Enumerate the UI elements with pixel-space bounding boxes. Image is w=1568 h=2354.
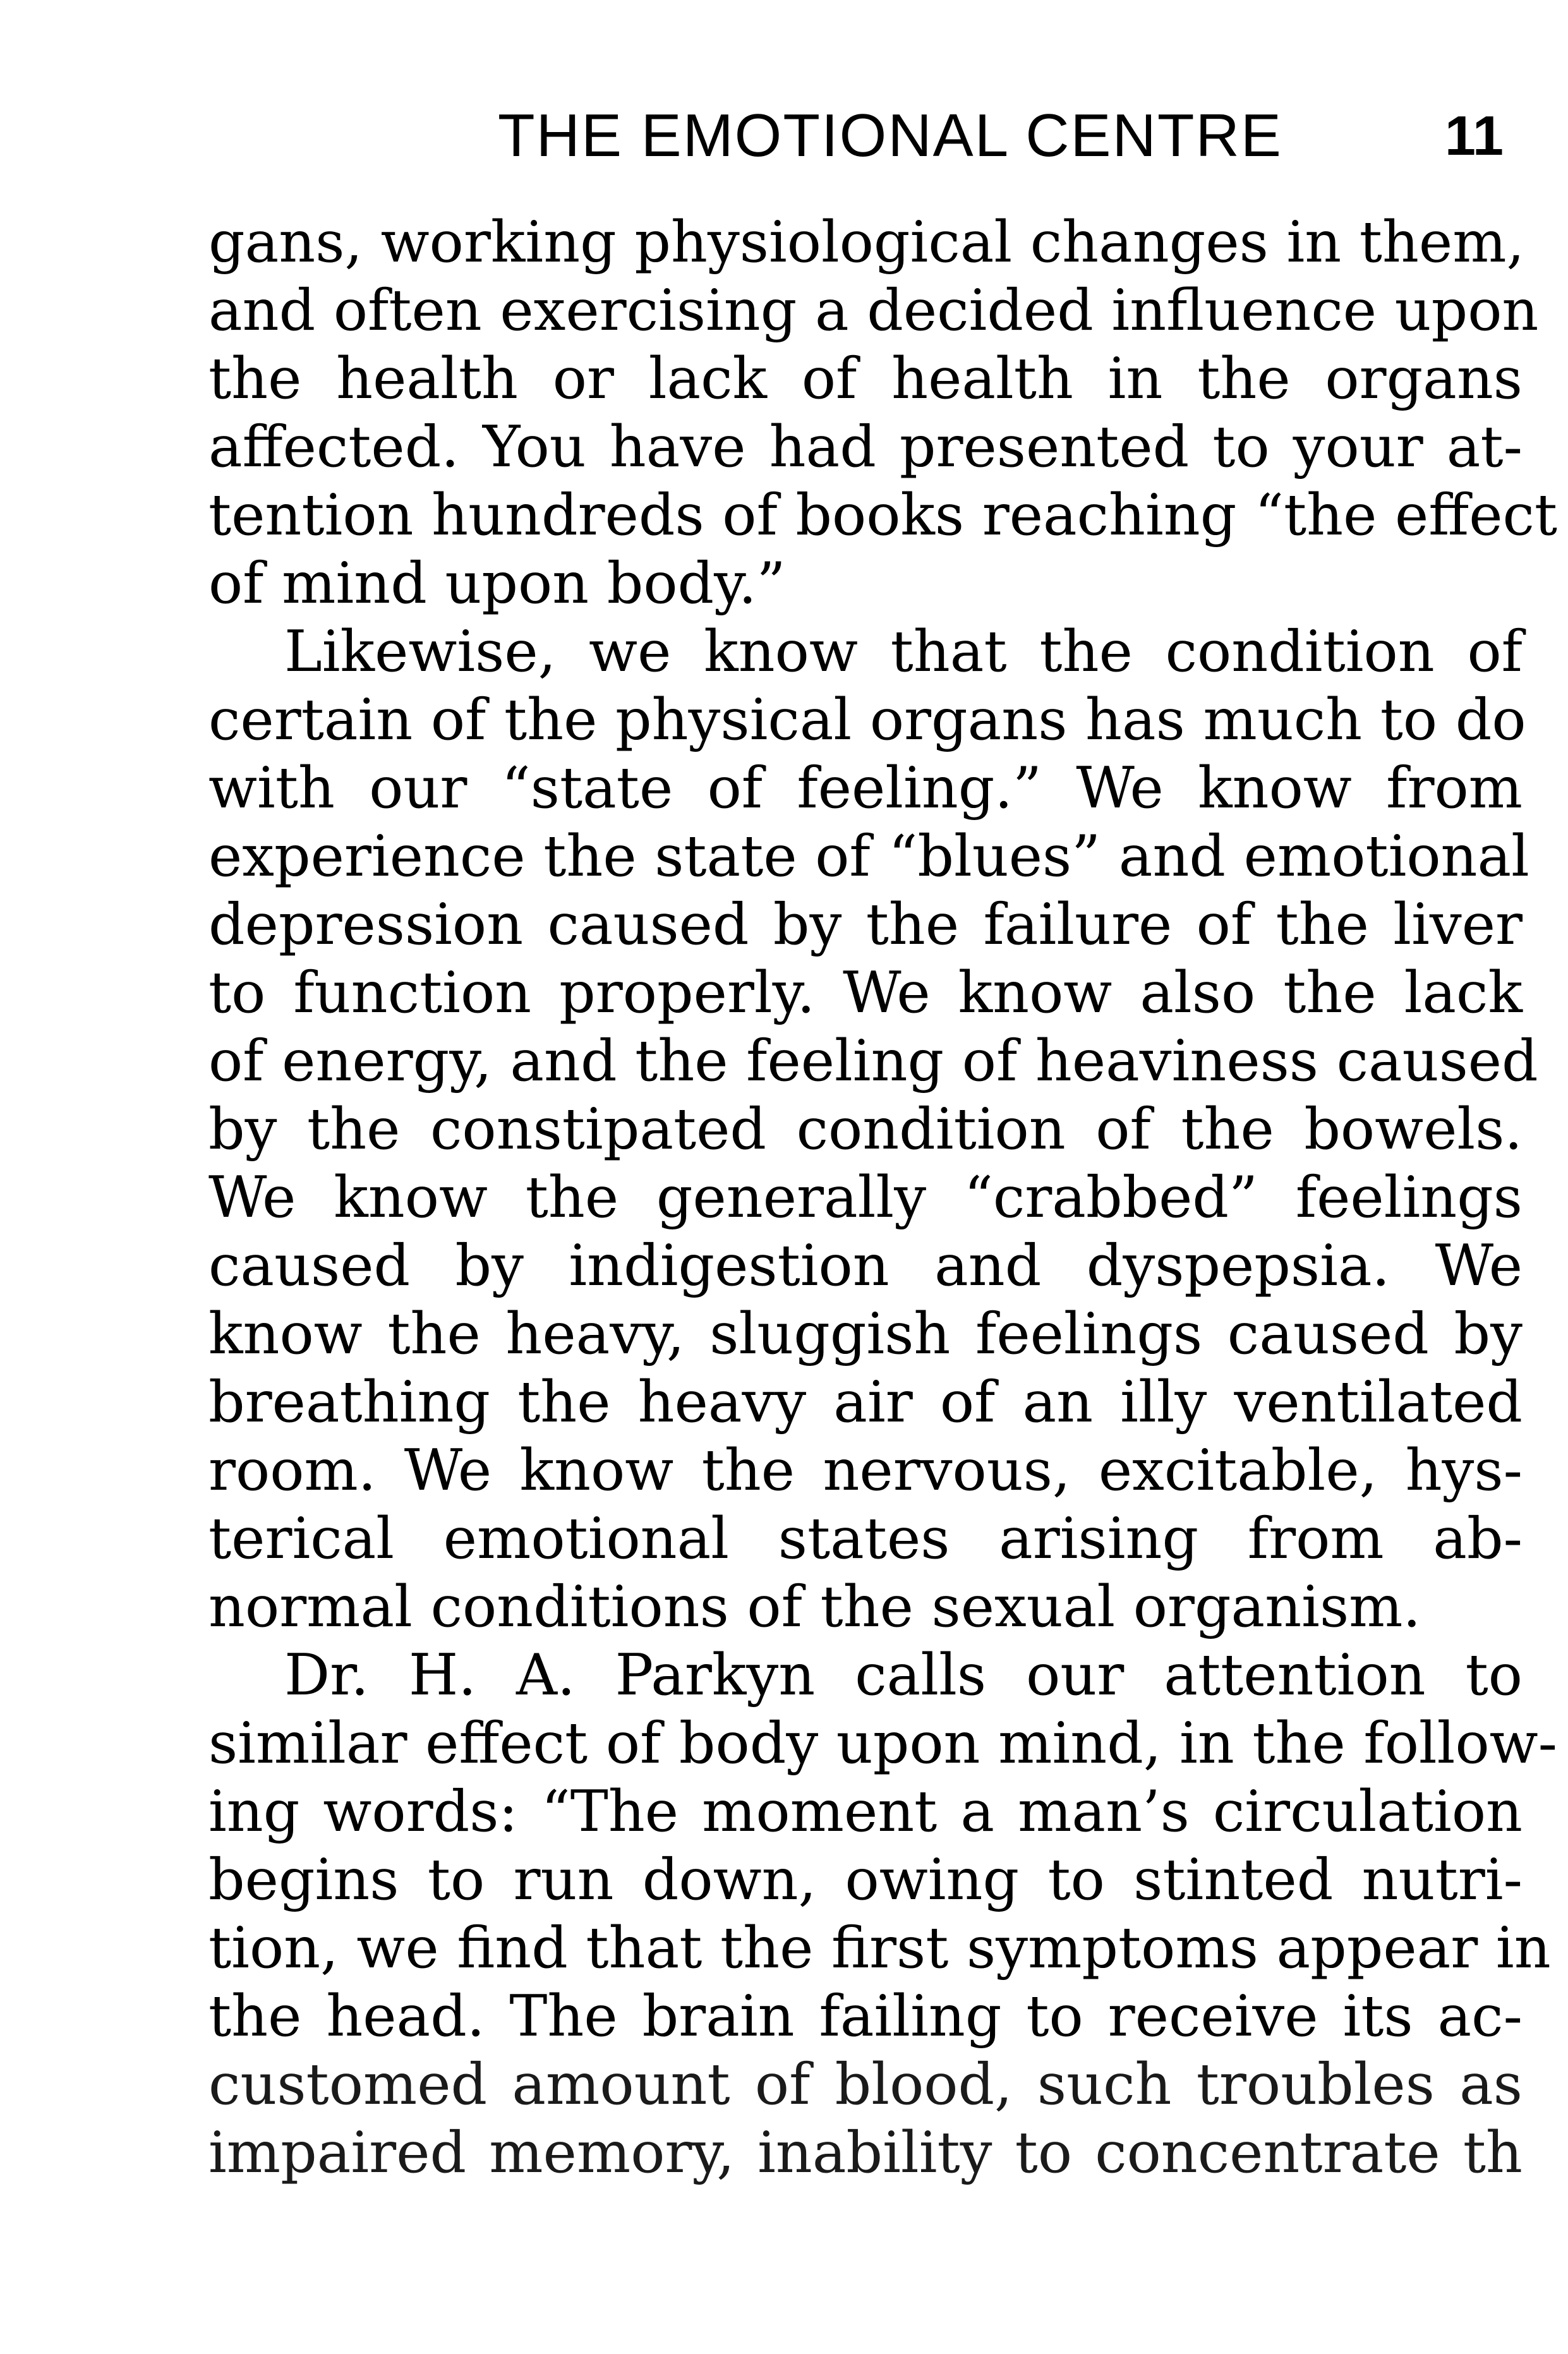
- text-line: Dr. H. A. Parkyn calls our attention to: [284, 1642, 1523, 1708]
- text-line: know the heavy, sluggish feelings caused by: [208, 1301, 1523, 1367]
- text-line: gans, working physiological changes in them,: [208, 209, 1525, 275]
- text-line: terical emotional states arising from ab-: [208, 1506, 1523, 1572]
- text-line: tion, we find that the first symptoms appear in: [208, 1915, 1551, 1981]
- text-line: the health or lack of health in the organs: [208, 346, 1523, 412]
- text-line: experience the state of “blues” and emotional: [208, 823, 1529, 890]
- text-line: caused by indigestion and dyspepsia. We: [208, 1233, 1523, 1299]
- text-line: breathing the heavy air of an illy ventilated: [208, 1369, 1523, 1435]
- paragraph-2: [208, 618, 1538, 1641]
- text-line: affected. You have had presented to your at-: [208, 414, 1523, 480]
- text-line: depression caused by the failure of the liver: [208, 891, 1523, 958]
- text-line: to function properly. We know also the lack: [208, 960, 1523, 1026]
- text-line: begins to run down, owing to stinted nutri-: [208, 1847, 1523, 1913]
- text-line: with our “state of feeling.” We know from: [208, 755, 1523, 821]
- text-line: the head. The brain failing to receive its ac-: [208, 1983, 1523, 2049]
- paragraph-1: [208, 208, 1558, 618]
- text-line: tention hundreds of books reaching “the effect: [208, 482, 1558, 548]
- text-line: certain of the physical organs has much to do: [208, 687, 1526, 753]
- page-number: 11: [1444, 104, 1504, 167]
- text-line: impaired memory, inability to concentrate th: [208, 2120, 1523, 2186]
- text-line: normal conditions of the sexual organism.: [208, 1574, 1421, 1640]
- body-text: [208, 208, 1558, 2187]
- text-line: by the constipated condition of the bowels.: [208, 1096, 1523, 1162]
- text-line: room. We know the nervous, excitable, hys-: [208, 1437, 1523, 1504]
- text-line: Likewise, we know that the condition of: [284, 619, 1523, 685]
- text-line: We know the generally “crabbed” feelings: [208, 1164, 1523, 1231]
- running-header: [190, 95, 1523, 177]
- text-line: similar effect of body upon mind, in the follow-: [208, 1710, 1558, 1777]
- text-line: customed amount of blood, such troubles as: [208, 2051, 1523, 2118]
- text-line: of energy, and the feeling of heaviness caused: [208, 1028, 1538, 1094]
- text-line: ing words: “The moment a man’s circulation: [208, 1778, 1523, 1845]
- text-line: of mind upon body.”: [208, 550, 786, 617]
- paragraph-3: [208, 1641, 1558, 2187]
- text-line: and often exercising a decided influence upon: [208, 277, 1539, 344]
- chapter-title: THE EMOTIONAL CENTRE: [498, 102, 1282, 169]
